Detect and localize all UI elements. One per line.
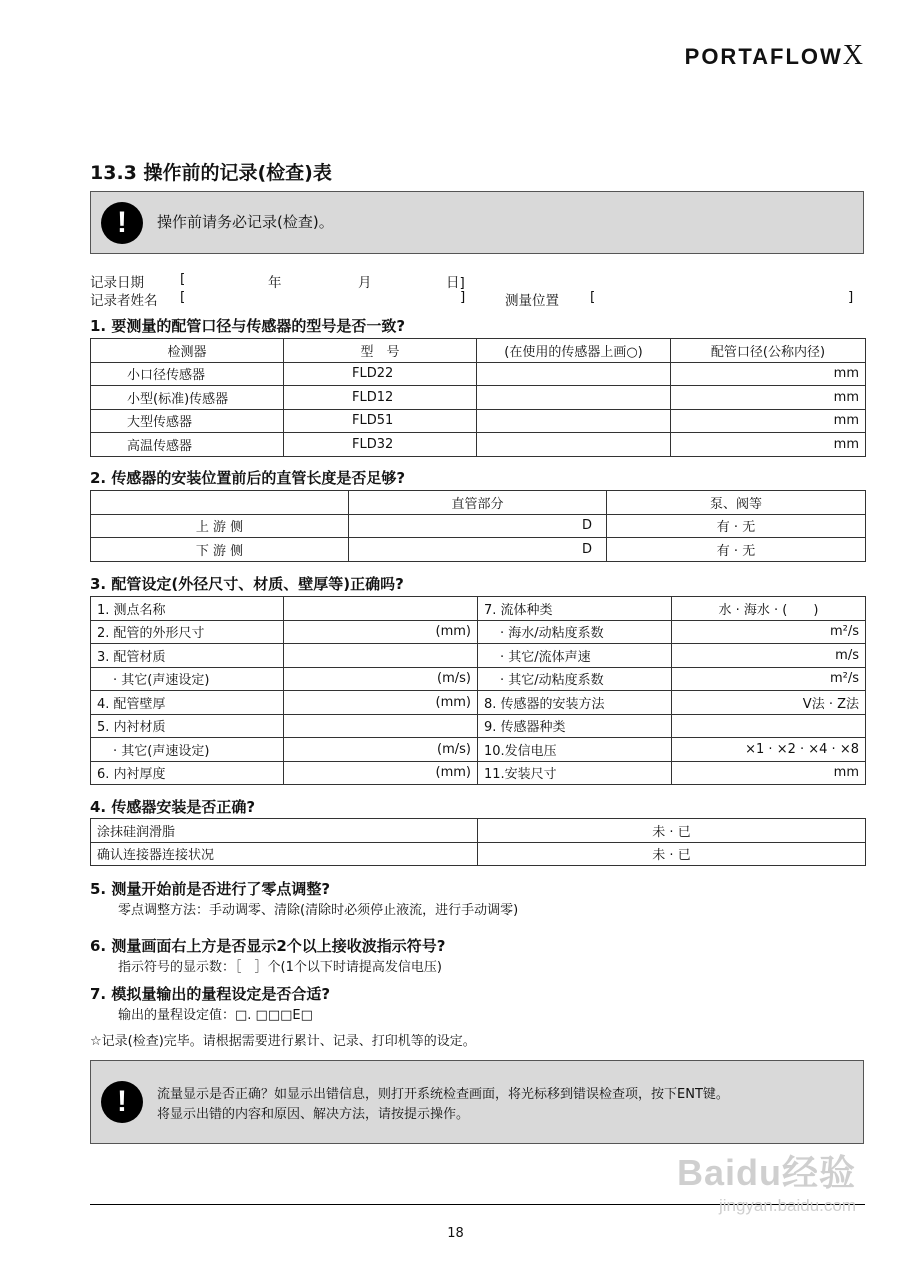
fluid-setting-label: · 其它/流体声速 (478, 644, 672, 668)
q2-header (91, 491, 349, 515)
fluid-setting-label: 10.发信电压 (478, 738, 672, 762)
notice-bottom-line: 将显示出错的内容和原因、解决方法，请按提示操作。 (157, 1107, 470, 1122)
fluid-setting-value[interactable]: 水 · 海水 · ( ) (672, 597, 866, 621)
fluid-setting-label: 9. 传感器种类 (478, 714, 672, 738)
section-title: 13.3 操作前的记录(检查)表 (90, 162, 332, 184)
fluid-setting-value[interactable]: m/s (672, 644, 866, 668)
table-row (91, 691, 866, 715)
install-check-status[interactable]: 未 · 已 (478, 842, 866, 866)
table-row (91, 842, 866, 866)
fluid-setting-label: · 其它/动粘度系数 (478, 667, 672, 691)
pipe-setting-value[interactable]: (mm) (284, 761, 478, 785)
location-label: 测量位置 (505, 293, 559, 309)
side-label: 下 游 侧 (91, 538, 349, 562)
date-label: 记录日期 (90, 275, 144, 291)
fluid-setting-label: 8. 传感器的安装方法 (478, 691, 672, 715)
q2-header-row (91, 491, 866, 515)
notice-bottom (90, 1060, 864, 1144)
pipe-setting-label: 6. 内衬厚度 (91, 761, 284, 785)
table-row (91, 362, 866, 386)
q6-heading: 6. 测量画面右上方是否显示2个以上接收波指示符号? (90, 937, 446, 955)
logo-text: PORTAFLOW (684, 44, 843, 69)
sensor-model: FLD32 (284, 433, 477, 457)
pipe-setting-value[interactable]: (mm) (284, 691, 478, 715)
pipe-size-unit[interactable]: mm (671, 433, 866, 457)
pipe-setting-label: 2. 配管的外形尺寸 (91, 620, 284, 644)
sensor-mark-cell[interactable] (477, 362, 671, 386)
pipe-size-unit[interactable]: mm (671, 362, 866, 386)
q5-heading: 5. 测量开始前是否进行了零点调整? (90, 880, 331, 898)
watermark (677, 1145, 856, 1216)
q3-table (90, 596, 866, 785)
notice-bottom-text (157, 1085, 729, 1125)
table-row (91, 761, 866, 785)
q1-heading: 1. 要测量的配管口径与传感器的型号是否一致? (90, 317, 406, 335)
exclamation-icon: ! (101, 1081, 143, 1123)
pipe-setting-value[interactable] (284, 597, 478, 621)
install-check-status[interactable]: 未 · 已 (478, 819, 866, 843)
fluid-setting-value[interactable]: ×1 · ×2 · ×4 · ×8 (672, 738, 866, 762)
q4-table (90, 818, 866, 866)
q2-heading: 2. 传感器的安装位置前后的直管长度是否足够? (90, 469, 406, 487)
watermark-brand: Baidu经验 (676, 1152, 856, 1193)
pipe-size-unit[interactable]: mm (671, 386, 866, 410)
sensor-model: FLD51 (284, 409, 477, 433)
sensor-mark-cell[interactable] (477, 409, 671, 433)
table-row (91, 738, 866, 762)
exclamation-icon: ! (101, 202, 143, 244)
pipe-setting-value[interactable]: (m/s) (284, 738, 478, 762)
fluid-setting-label: 11.安装尺寸 (478, 761, 672, 785)
pipe-setting-value[interactable] (284, 714, 478, 738)
q1-header-row (91, 339, 866, 363)
table-row (91, 667, 866, 691)
sensor-name: 小型(标准)传感器 (91, 386, 284, 410)
pipe-size-unit[interactable]: mm (671, 409, 866, 433)
pipe-setting-label: · 其它(声速设定) (91, 738, 284, 762)
q2-header: 直管部分 (349, 491, 607, 515)
q2-header: 泵、阀等 (607, 491, 866, 515)
watermark-url: jingyan.baidu.com (718, 1196, 856, 1215)
recorder-label: 记录者姓名 (90, 293, 158, 309)
q4-heading: 4. 传感器安装是否正确? (90, 798, 256, 816)
straight-length[interactable]: D (349, 514, 607, 538)
location-close: ] (848, 289, 854, 305)
brand-logo (685, 40, 865, 72)
sensor-mark-cell[interactable] (477, 433, 671, 457)
q6-sub: 指示符号的显示数：［ ］个(1个以下时请提高发信电压) (118, 960, 442, 975)
table-row (91, 714, 866, 738)
table-row (91, 409, 866, 433)
install-check-item: 确认连接器连接状况 (91, 842, 478, 866)
q7-heading: 7. 模拟量输出的量程设定是否合适? (90, 985, 331, 1003)
pump-valve-choice[interactable]: 有 · 无 (607, 538, 866, 562)
fluid-setting-value[interactable] (672, 714, 866, 738)
sensor-name: 大型传感器 (91, 409, 284, 433)
q1-table (90, 338, 866, 457)
pipe-setting-label: 1. 测点名称 (91, 597, 284, 621)
pipe-setting-label: · 其它(声速设定) (91, 667, 284, 691)
q1-header: 配管口径(公称内径) (671, 339, 866, 363)
notice-top (90, 191, 864, 254)
q1-header: 型 号 (284, 339, 477, 363)
side-label: 上 游 侧 (91, 514, 349, 538)
q5-sub: 零点调整方法：手动调零、清除(清除时必须停止液流，进行手动调零) (118, 903, 519, 918)
install-check-item: 涂抹硅润滑脂 (91, 819, 478, 843)
completion-note: ☆记录(检查)完毕。请根据需要进行累计、记录、打印机等的设定。 (90, 1034, 476, 1049)
straight-length[interactable]: D (349, 538, 607, 562)
sensor-model: FLD12 (284, 386, 477, 410)
recorder-close: ] (460, 289, 466, 305)
day-label: 日] (446, 275, 465, 291)
fluid-setting-value[interactable]: m²/s (672, 620, 866, 644)
pipe-setting-label: 4. 配管壁厚 (91, 691, 284, 715)
table-row (91, 433, 866, 457)
q3-heading: 3. 配管设定(外径尺寸、材质、壁厚等)正确吗? (90, 575, 404, 593)
date-open: [ (180, 271, 186, 287)
table-row (91, 538, 866, 562)
pipe-setting-value[interactable]: (m/s) (284, 667, 478, 691)
month-label: 月 (358, 275, 372, 291)
table-row (91, 597, 866, 621)
fluid-setting-label: 7. 流体种类 (478, 597, 672, 621)
q1-header: (在使用的传感器上画○) (477, 339, 671, 363)
sensor-name: 小口径传感器 (91, 362, 284, 386)
fluid-setting-value[interactable]: V法 · Z法 (672, 691, 866, 715)
pipe-setting-value[interactable]: (mm) (284, 620, 478, 644)
pipe-setting-label: 3. 配管材质 (91, 644, 284, 668)
location-open: [ (590, 289, 596, 305)
year-label: 年 (268, 275, 282, 291)
table-row (91, 620, 866, 644)
table-row (91, 644, 866, 668)
table-row (91, 386, 866, 410)
fluid-setting-value[interactable]: m²/s (672, 667, 866, 691)
logo-x: X (842, 40, 865, 71)
notice-bottom-line: 流量显示是否正确？如显示出错信息，则打开系统检查画面，将光标移到错误检查项，按下ENT键。 (157, 1087, 729, 1102)
fluid-setting-value[interactable]: mm (672, 761, 866, 785)
pump-valve-choice[interactable]: 有 · 无 (607, 514, 866, 538)
q2-table (90, 490, 866, 562)
pipe-setting-label: 5. 内衬材质 (91, 714, 284, 738)
table-row (91, 819, 866, 843)
sensor-model: FLD22 (284, 362, 477, 386)
recorder-open: [ (180, 289, 186, 305)
page-number: 18 (447, 1226, 464, 1241)
sensor-mark-cell[interactable] (477, 386, 671, 410)
q1-header: 检测器 (91, 339, 284, 363)
pipe-setting-value[interactable] (284, 644, 478, 668)
notice-top-text: 操作前请务必记录(检查)。 (157, 213, 334, 231)
sensor-name: 高温传感器 (91, 433, 284, 457)
table-row (91, 514, 866, 538)
fluid-setting-label: · 海水/动粘度系数 (478, 620, 672, 644)
q7-sub: 输出的量程设定值：□. □□□E□ (118, 1008, 313, 1023)
